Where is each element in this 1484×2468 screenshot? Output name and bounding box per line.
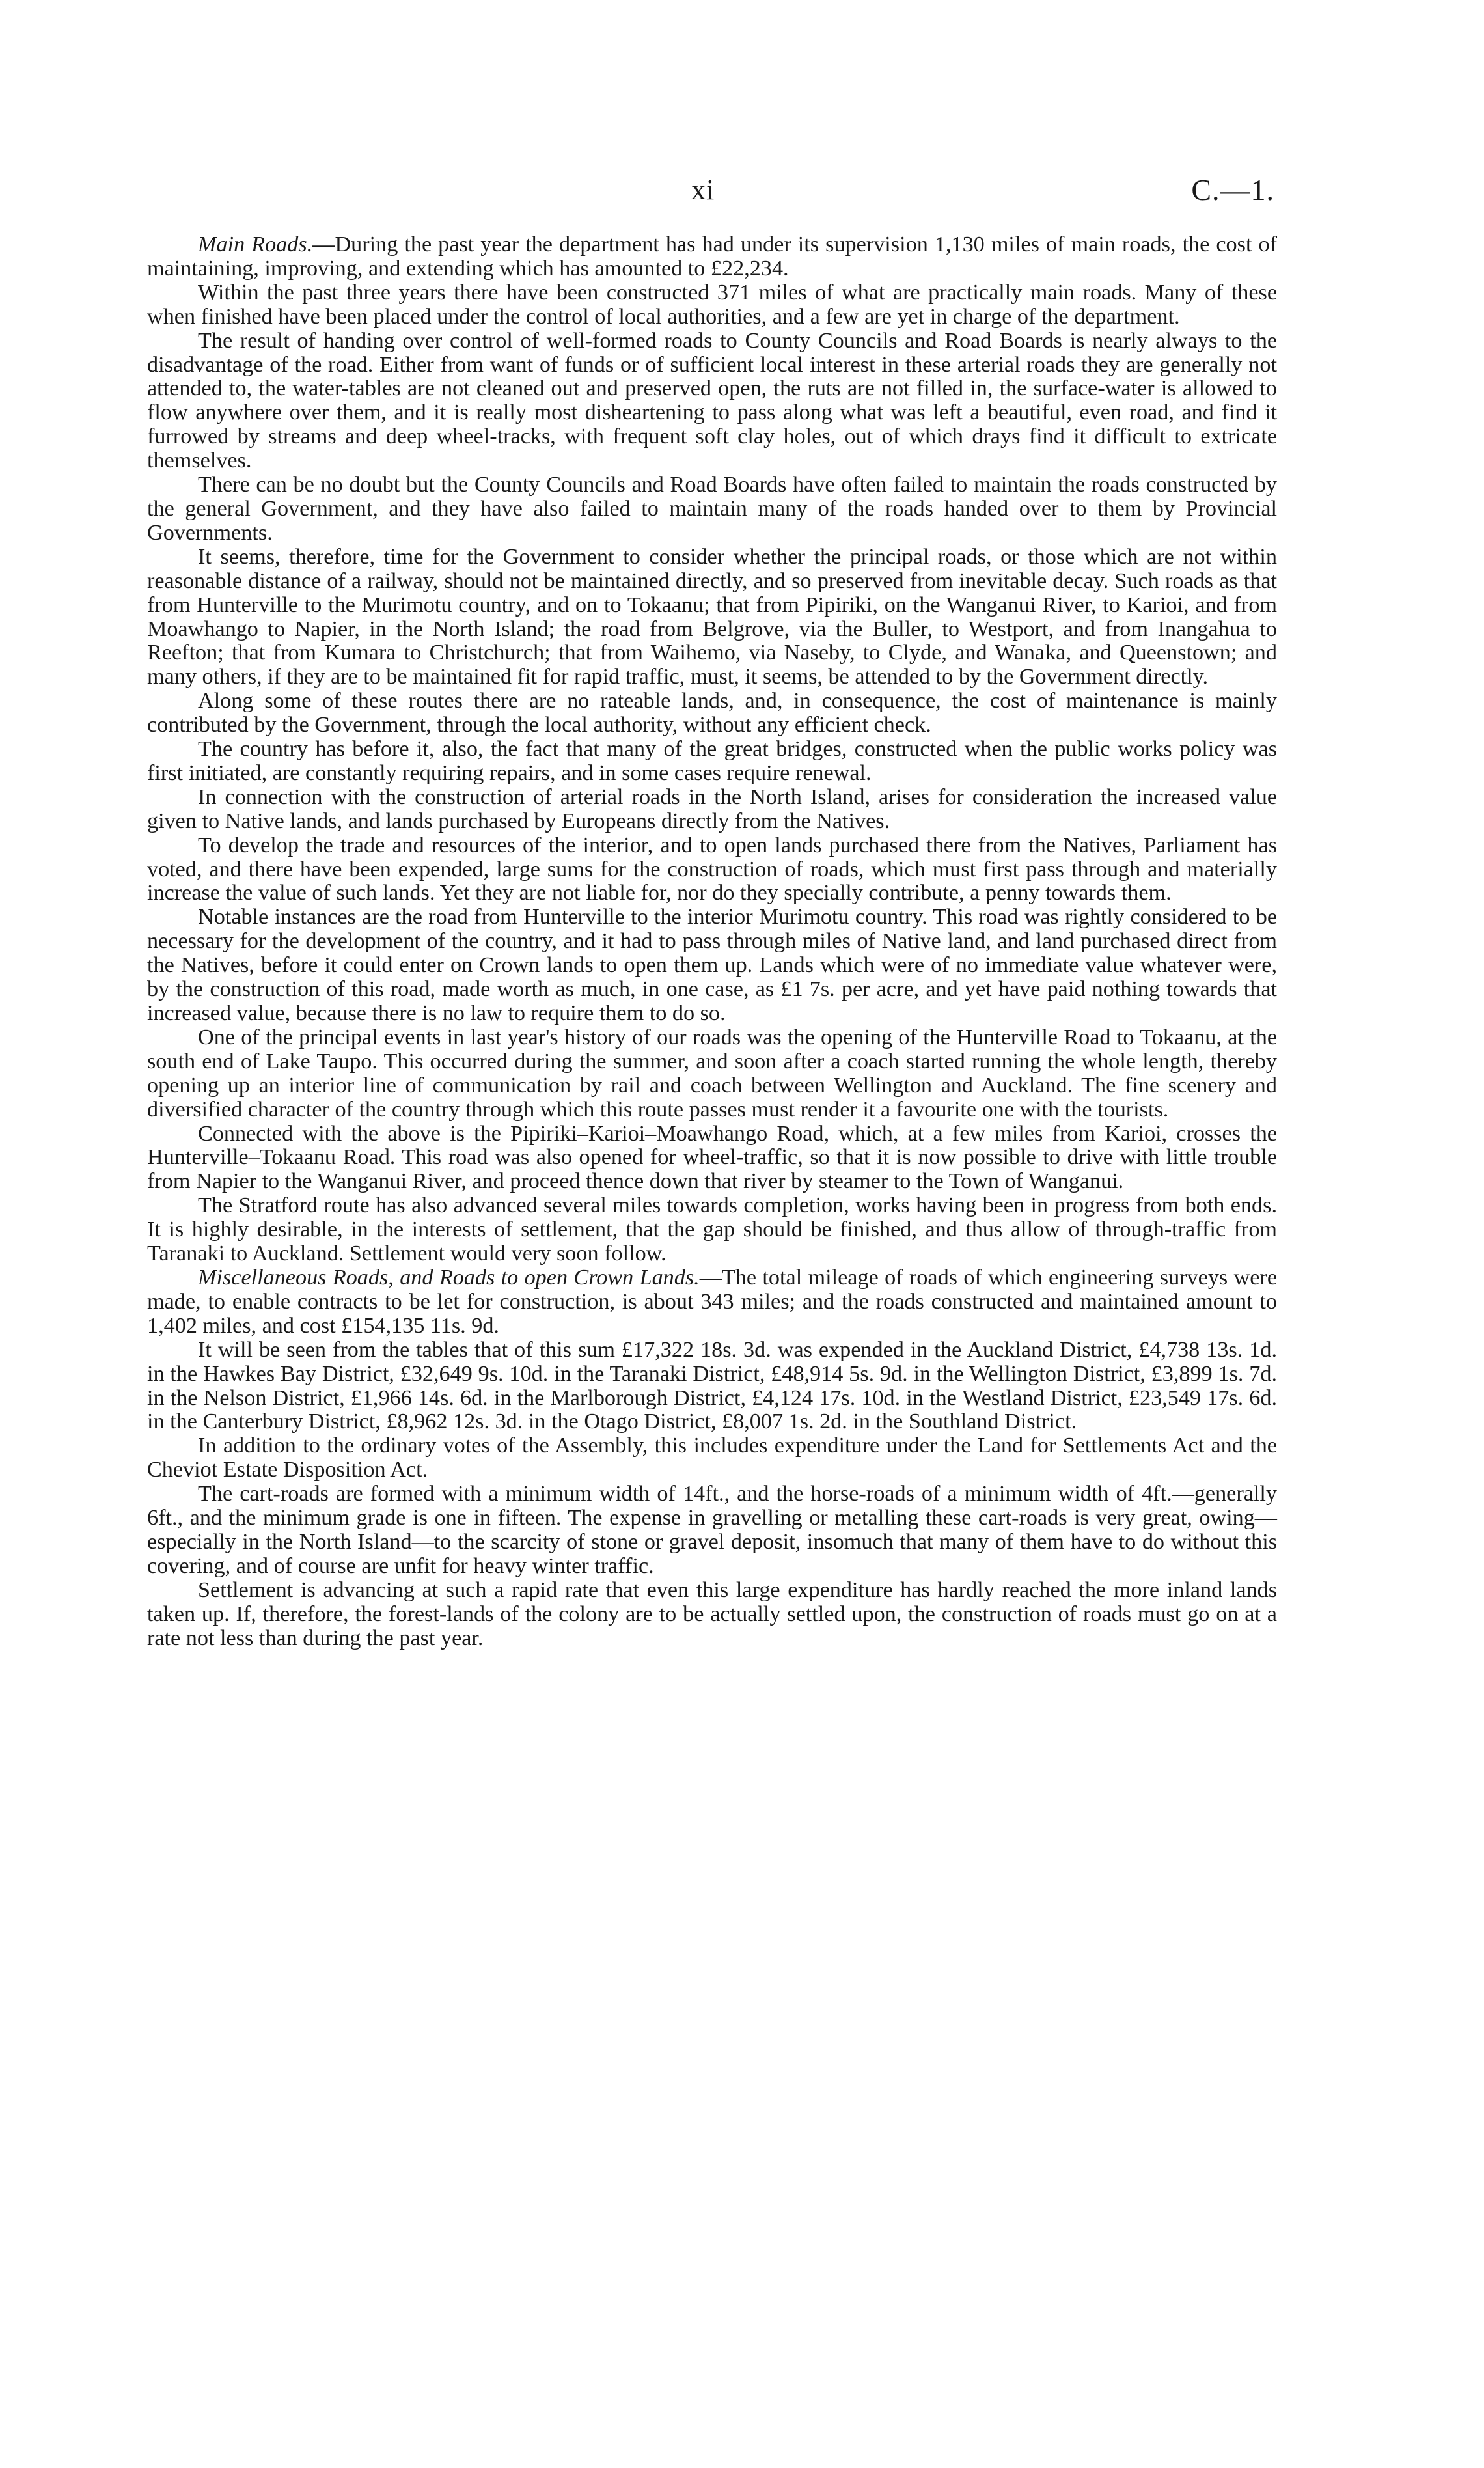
- paragraph: [147, 473, 1277, 546]
- paragraph-miscellaneous-roads: [147, 1266, 1277, 1338]
- paragraph-text: Notable instances are the road from Hunterville to the interior Murimotu country. This road was rightly considered to be necessary for the development of the country, and it had to pass through miles of Native land, and land purchased direct from the Natives, before it could enter on Crown lands to open them up. Lands which were of no immediate value whatever were, by the construction of this road, made worth as much, in one case, as £1 7s. per acre, and yet have paid nothing towards that increased value, because there is no law to require them to do so.: [147, 905, 1277, 1025]
- body-text: [147, 233, 1277, 1650]
- page-header: [0, 171, 1484, 216]
- paragraph: [147, 1026, 1277, 1122]
- paragraph: [147, 329, 1277, 473]
- paragraph-text: —The total mileage of roads of which engineering surveys were made, to enable contracts to be let for construction, is about 343 miles; and the roads constructed and maintained amount to 1,402 miles, and cost £154,135 11s. 9d.: [147, 1265, 1277, 1338]
- paragraph: [147, 1482, 1277, 1579]
- paragraph-text: The country has before it, also, the fact that many of the great bridges, constructed when the public works policy was first initiated, are constantly requiring repairs, and in some cases require renewal.: [147, 737, 1277, 785]
- paragraph: [147, 1194, 1277, 1266]
- paragraph-main-roads: [147, 233, 1277, 281]
- paragraph-text: There can be no doubt but the County Councils and Road Boards have often failed to maintain the roads constructed by the general Government, and they have also failed to maintain many of the roads handed over to them by Provincial Governments.: [147, 473, 1277, 545]
- paragraph: [147, 738, 1277, 786]
- section-heading: Miscellaneous Roads, and Roads to open Crown Lands.: [198, 1265, 700, 1290]
- paragraph: [147, 1434, 1277, 1482]
- paragraph-text: It will be seen from the tables that of this sum £17,322 18s. 3d. was expended in the Auckland District, £4,738 13s. 1d. in the Hawkes Bay District, £32,649 9s. 10d. in the Taranaki District, £48,914 5s. 9d. in the Wellington District, £3,899 1s. 7d. in the Nelson District, £1,966 14s. 6d. in the Marlborough District, £4,124 17s. 10d. in the Westland District, £23,549 17s. 6d. in the Canterbury District, £8,962 12s. 3d. in the Otago District, £8,007 1s. 2d. in the Southland District.: [147, 1337, 1277, 1434]
- paragraph-text: The result of handing over control of well-formed roads to County Councils and Road Boards is nearly always to the disadvantage of the road. Either from want of funds or of sufficient local interest in these arterial roads they are generally not attended to, the water-tables are not cleaned out and preserved open, the ruts are not filled in, the surface-water is allowed to flow anywhere over them, and it is really most disheartening to pass along what was left a beautiful, even road, and find it furrowed by streams and deep wheel-tracks, with frequent soft clay holes, out of which drays find it difficult to extricate themselves.: [147, 328, 1277, 473]
- paragraph-text: In connection with the construction of arterial roads in the North Island, arises for consideration the increased value given to Native lands, and lands purchased by Europeans directly from the Natives.: [147, 784, 1277, 833]
- paragraph: [147, 689, 1277, 738]
- document-reference: C.—1.: [1191, 173, 1274, 206]
- paragraph-text: Connected with the above is the Pipiriki–Karioi–Moawhango Road, which, at a few miles from Karioi, crosses the Hunterville–Tokaanu Road. This road was also opened for wheel-traffic, so that it is now possible to drive with little trouble from Napier to the Wanganui River, and proceed thence down that river by steamer to the Town of Wanganui.: [147, 1121, 1277, 1194]
- paragraph-text: —During the past year the department has had under its supervision 1,130 miles of main roads, the cost of maintaining, improving, and extending which has amounted to £22,234.: [147, 232, 1277, 281]
- paragraph-text: The cart-roads are formed with a minimum width of 14ft., and the horse-roads of a minimum width of 4ft.—generally 6ft., and the minimum grade is one in fifteen. The expense in gravelling or metalling these cart-roads is very great, owing—especially in the North Island—to the scarcity of stone or gravel deposit, insomuch that many of them have to do without this covering, and of course are unfit for heavy winter traffic.: [147, 1482, 1277, 1578]
- paragraph-text: In addition to the ordinary votes of the Assembly, this includes expenditure under the Land for Settlements Act and the Cheviot Estate Disposition Act.: [147, 1434, 1277, 1482]
- paragraph-text: Along some of these routes there are no rateable lands, and, in consequence, the cost of maintenance is mainly contributed by the Government, through the local authority, without any efficient check.: [147, 689, 1277, 738]
- paragraph: [147, 906, 1277, 1026]
- paragraph: [147, 834, 1277, 906]
- paragraph-text: The Stratford route has also advanced several miles towards completion, works having been in progress from both ends. It is highly desirable, in the interests of settlement, that the gap should be finished, and thus allow of through-traffic from Taranaki to Auckland. Settlement would very soon follow.: [147, 1193, 1277, 1266]
- paragraph-text: One of the principal events in last year's history of our roads was the opening of the Hunterville Road to Tokaanu, at the south end of Lake Taupo. This occurred during the summer, and soon after a coach started running the whole length, thereby opening up an interior line of communication by rail and coach between Wellington and Auckland. The fine scenery and diversified character of the country through which this route passes must render it a favourite one with the tourists.: [147, 1025, 1277, 1122]
- paragraph: [147, 1338, 1277, 1435]
- paragraph-text: It seems, therefore, time for the Government to consider whether the principal roads, or those which are not within reasonable distance of a railway, should not be maintained directly, and so preserved from inevitable decay. Such roads as that from Hunterville to the Murimotu country, and on to Tokaanu; that from Pipiriki, on the Wanganui River, to Karioi, and from Moawhango to Napier, in the North Island; the road from Belgrove, via the Buller, to Westport, and from Inangahua to Reefton; that from Kumara to Christchurch; that from Waihemo, via Naseby, to Clyde, and Wanaka, and Queenstown; and many others, if they are to be maintained fit for rapid traffic, must, it seems, be attended to by the Government directly.: [147, 544, 1277, 689]
- paragraph: [147, 1579, 1277, 1651]
- paragraph: [147, 1122, 1277, 1195]
- page-number: xi: [691, 174, 715, 206]
- paragraph: [147, 281, 1277, 329]
- paragraph-text: Within the past three years there have been constructed 371 miles of what are practically main roads. Many of these when finished have been placed under the control of local authorities, and a few are yet in charge of the department.: [147, 280, 1277, 329]
- paragraph: [147, 786, 1277, 834]
- paragraph: [147, 546, 1277, 689]
- section-heading: Main Roads.: [198, 232, 313, 257]
- paragraph-text: To develop the trade and resources of the interior, and to open lands purchased there from the Natives, Parliament has voted, and there have been expended, large sums for the construction of roads, which must first pass through and materially increase the value of such lands. Yet they are not liable for, nor do they specially contribute, a penny towards them.: [147, 833, 1277, 906]
- paragraph-text: Settlement is advancing at such a rapid rate that even this large expenditure has hardly reached the more inland lands taken up. If, therefore, the forest-lands of the colony are to be actually settled upon, the construction of roads must go on at a rate not less than during the past year.: [147, 1577, 1277, 1650]
